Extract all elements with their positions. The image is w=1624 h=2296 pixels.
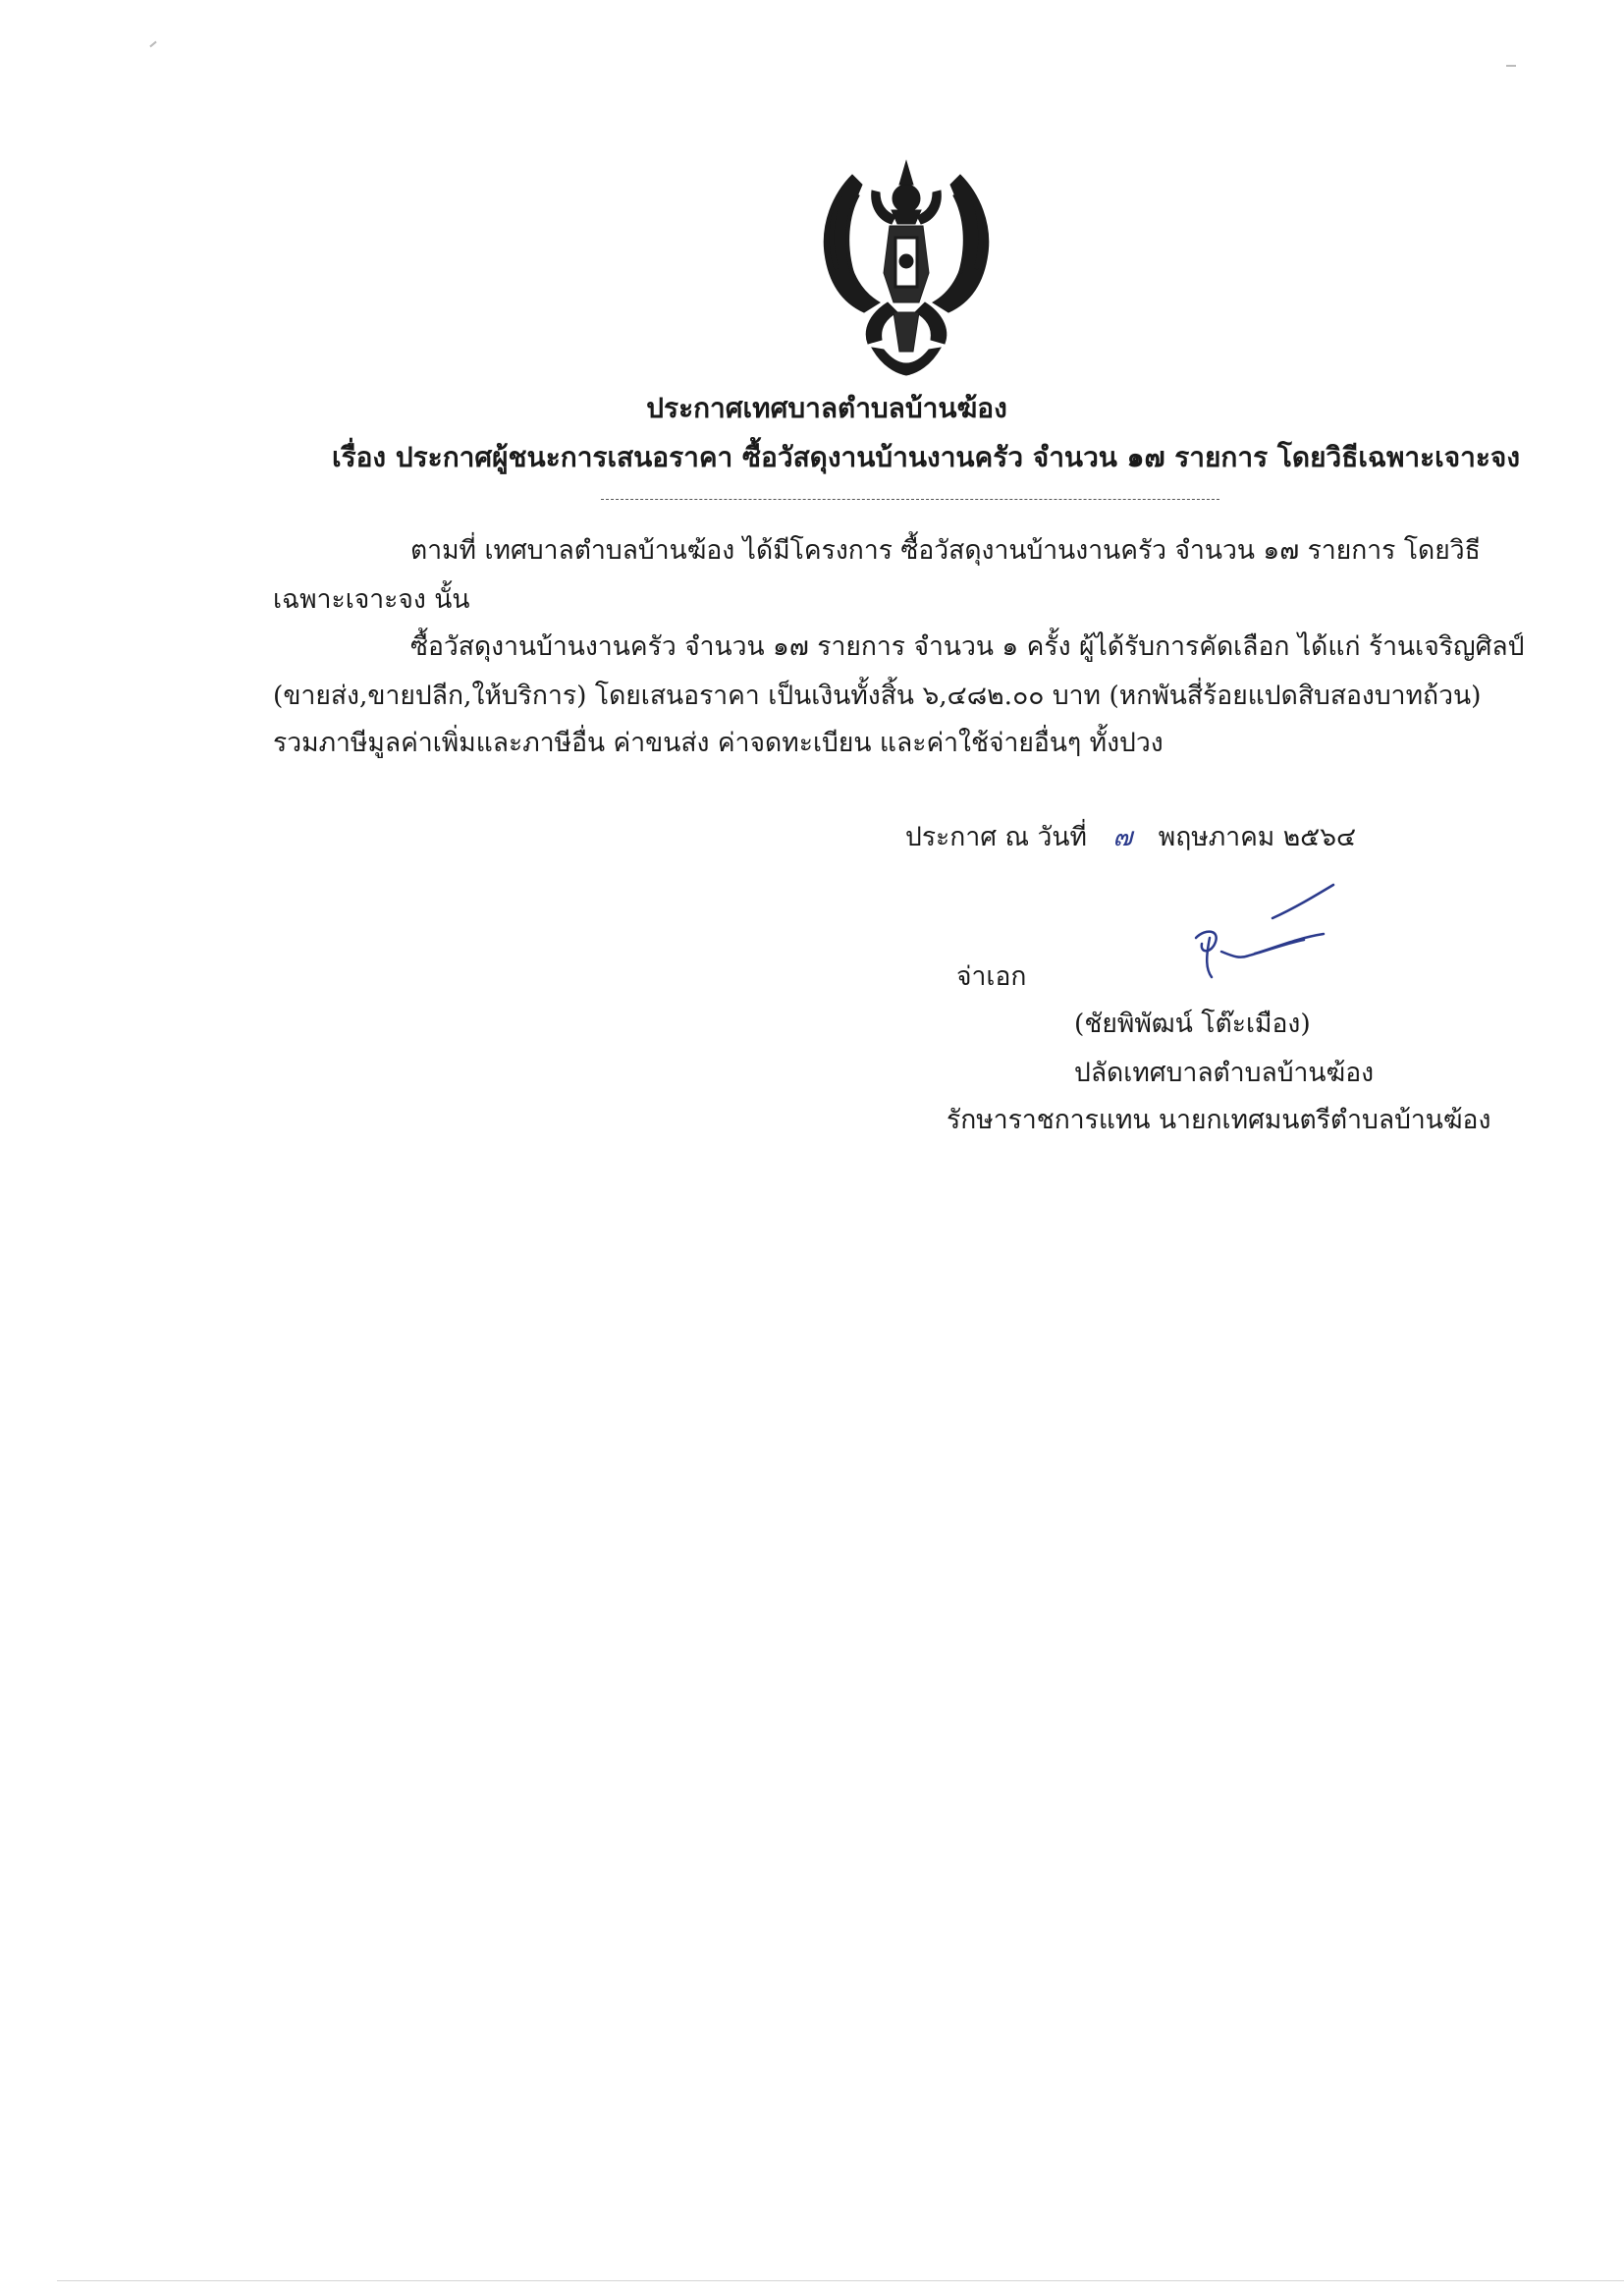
announcement-subject: เรื่อง ประกาศผู้ชนะการเสนอราคา ซื้อวัสดุงานบ้านงานครัว จำนวน ๑๗ รายการ โดยวิธีเฉพาะเจาะจง [332,441,1521,473]
para2-line2: (ขายส่ง,ขายปลีก,ให้บริการ) โดยเสนอราคา เป็นเงินทั้งสิ้น ๖,๔๘๒.๐๐ บาท (หกพันสี่ร้อยแปดสิบสองบาทถ้วน) [273,681,1482,711]
para2-line1: ซื้อวัสดุงานบ้านงานครัว จำนวน ๑๗ รายการ จำนวน ๑ ครั้ง ผู้ได้รับการคัดเลือก ได้แก่ ร้านเจริญศิลป์ [410,631,1525,662]
date-month-year: พฤษภาคม ๒๕๖๔ [1158,822,1357,852]
signer-rank: จ่าเอก [956,961,1027,992]
announcement-date [905,822,1357,852]
para2-line3: รวมภาษีมูลค่าเพิ่มและภาษีอื่น ค่าขนส่ง ค่าจดทะเบียน และค่าใช้จ่ายอื่นๆ ทั้งปวง [273,728,1164,758]
scan-edge-line [57,2280,1624,2281]
para1-line1: ตามที่ เทศบาลตำบลบ้านฆ้อง ได้มีโครงการ ซื้อวัสดุงานบ้านงานครัว จำนวน ๑๗ รายการ โดยวิธี [410,535,1481,566]
dashed-divider [601,499,1219,500]
scan-speck [149,41,156,48]
date-prefix: ประกาศ ณ วันที่ [905,822,1087,852]
signer-acting-role: รักษาราชการแทน นายกเทศมนตรีตำบลบ้านฆ้อง [947,1105,1491,1135]
signer-name: (ชัยพิพัฒน์ โต๊ะเมือง) [1074,1009,1311,1039]
signer-position: ปลัดเทศบาลตำบลบ้านฆ้อง [1074,1058,1375,1088]
garuda-emblem-icon [803,155,1009,379]
scan-speck [1506,65,1516,67]
date-day: ๗ [1112,822,1133,852]
announcement-title: ประกาศเทศบาลตำบลบ้านฆ้อง [646,392,1007,424]
para1-line2: เฉพาะเจาะจง นั้น [273,584,470,615]
handwritten-signature [1176,879,1363,997]
